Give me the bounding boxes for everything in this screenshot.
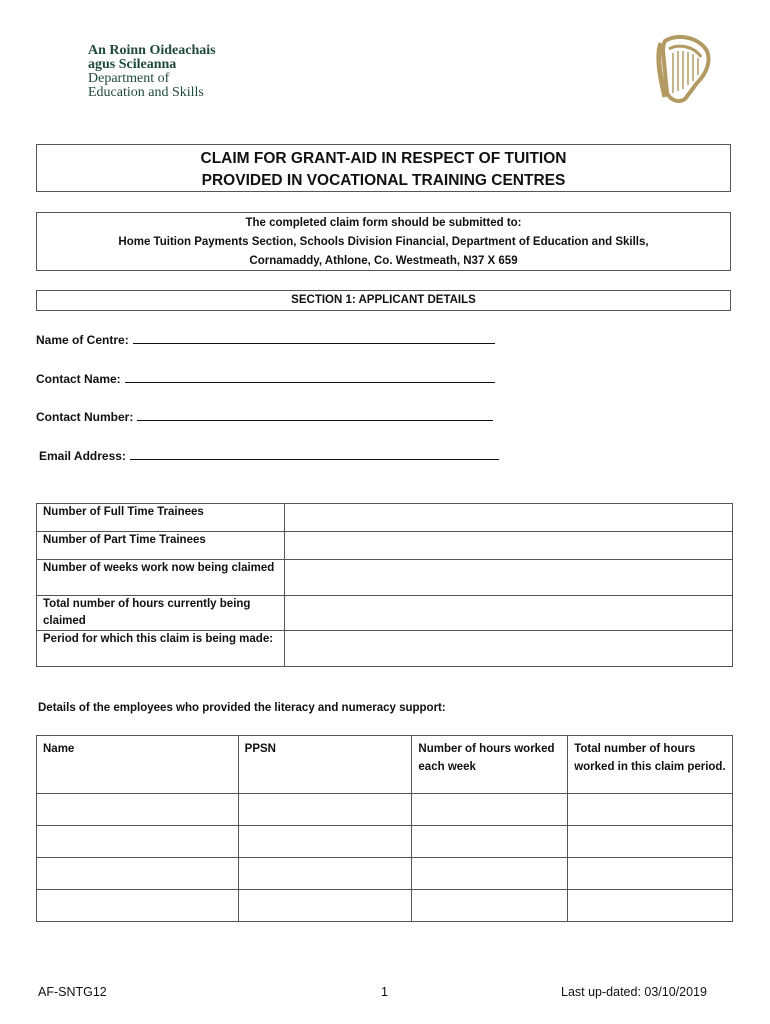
table-header-row	[37, 736, 733, 794]
form-code: AF-SNTG12	[38, 985, 107, 999]
header-hours-total: Total number of hours worked in this claim period.	[568, 736, 733, 794]
employee-ppsn-cell[interactable]	[238, 826, 412, 858]
employee-name-cell[interactable]	[37, 890, 239, 922]
email-label: Email Address:	[39, 449, 126, 463]
table-row	[37, 532, 733, 560]
contact-name-field[interactable]	[125, 370, 495, 383]
employee-weekly-hours-cell[interactable]	[412, 826, 568, 858]
part-time-trainees-label: Number of Part Time Trainees	[37, 532, 285, 560]
weeks-claimed-label: Number of weeks work now being claimed	[37, 560, 285, 596]
contact-number-field[interactable]	[137, 408, 493, 421]
employee-name-cell[interactable]	[37, 858, 239, 890]
centre-name-label: Name of Centre:	[36, 333, 129, 347]
employee-total-hours-cell[interactable]	[568, 858, 733, 890]
logo-irish-line-1: An Roinn Oideachais	[88, 43, 216, 58]
contact-number-row	[36, 408, 493, 425]
header-hours-weekly: Number of hours worked each week	[412, 736, 568, 794]
employee-name-cell[interactable]	[37, 794, 239, 826]
employee-total-hours-cell[interactable]	[568, 794, 733, 826]
table-row	[37, 631, 733, 667]
logo-english-line-1: Department of	[88, 71, 170, 86]
form-title-line-1: CLAIM FOR GRANT-AID IN RESPECT OF TUITION	[200, 150, 567, 167]
contact-number-label: Contact Number:	[36, 410, 134, 424]
employee-ppsn-cell[interactable]	[238, 890, 412, 922]
hours-claimed-input[interactable]	[285, 596, 733, 631]
claim-period-label: Period for which this claim is being made:	[37, 631, 285, 667]
centre-name-field[interactable]	[133, 331, 495, 344]
email-field[interactable]	[130, 447, 499, 460]
employee-total-hours-cell[interactable]	[568, 890, 733, 922]
full-time-trainees-input[interactable]	[285, 504, 733, 532]
employee-name-cell[interactable]	[37, 826, 239, 858]
table-row	[37, 858, 733, 890]
header-name: Name	[37, 736, 239, 794]
submission-line-3: Cornamaddy, Athlone, Co. Westmeath, N37 X 659	[249, 255, 518, 267]
table-row	[37, 826, 733, 858]
header-ppsn: PPSN	[238, 736, 412, 794]
page-number: 1	[381, 985, 388, 999]
claim-period-input[interactable]	[285, 631, 733, 667]
logo-irish-line-2: agus Scileanna	[88, 57, 177, 72]
table-row	[37, 560, 733, 596]
email-row	[39, 447, 499, 464]
employee-weekly-hours-cell[interactable]	[412, 794, 568, 826]
employee-weekly-hours-cell[interactable]	[412, 858, 568, 890]
employee-total-hours-cell[interactable]	[568, 826, 733, 858]
employee-weekly-hours-cell[interactable]	[412, 890, 568, 922]
weeks-claimed-input[interactable]	[285, 560, 733, 596]
submission-line-1: The completed claim form should be submitted to:	[245, 217, 522, 229]
full-time-trainees-label: Number of Full Time Trainees	[37, 504, 285, 532]
section-1-heading: SECTION 1: APPLICANT DETAILS	[36, 290, 731, 311]
last-updated: Last up-dated: 03/10/2019	[561, 985, 707, 999]
part-time-trainees-input[interactable]	[285, 532, 733, 560]
harp-icon	[655, 33, 715, 105]
hours-claimed-label: Total number of hours currently being claimed	[37, 596, 285, 631]
form-title-line-2: PROVIDED IN VOCATIONAL TRAINING CENTRES	[201, 172, 566, 189]
employee-ppsn-cell[interactable]	[238, 858, 412, 890]
employees-table	[36, 735, 733, 922]
submission-line-2: Home Tuition Payments Section, Schools Division Financial, Department of Education and Skills,	[118, 236, 649, 248]
table-row	[37, 596, 733, 631]
table-row	[37, 504, 733, 532]
employees-intro: Details of the employees who provided the literacy and numeracy support:	[38, 702, 446, 714]
table-row	[37, 890, 733, 922]
department-logo	[88, 44, 288, 100]
contact-name-row	[36, 370, 495, 387]
table-row	[37, 794, 733, 826]
form-title	[36, 144, 731, 192]
contact-name-label: Contact Name:	[36, 372, 121, 386]
trainee-details-table	[36, 503, 733, 667]
submission-instructions	[36, 212, 731, 271]
centre-name-row	[36, 331, 495, 348]
logo-english-line-2: Education and Skills	[88, 85, 204, 100]
employee-ppsn-cell[interactable]	[238, 794, 412, 826]
